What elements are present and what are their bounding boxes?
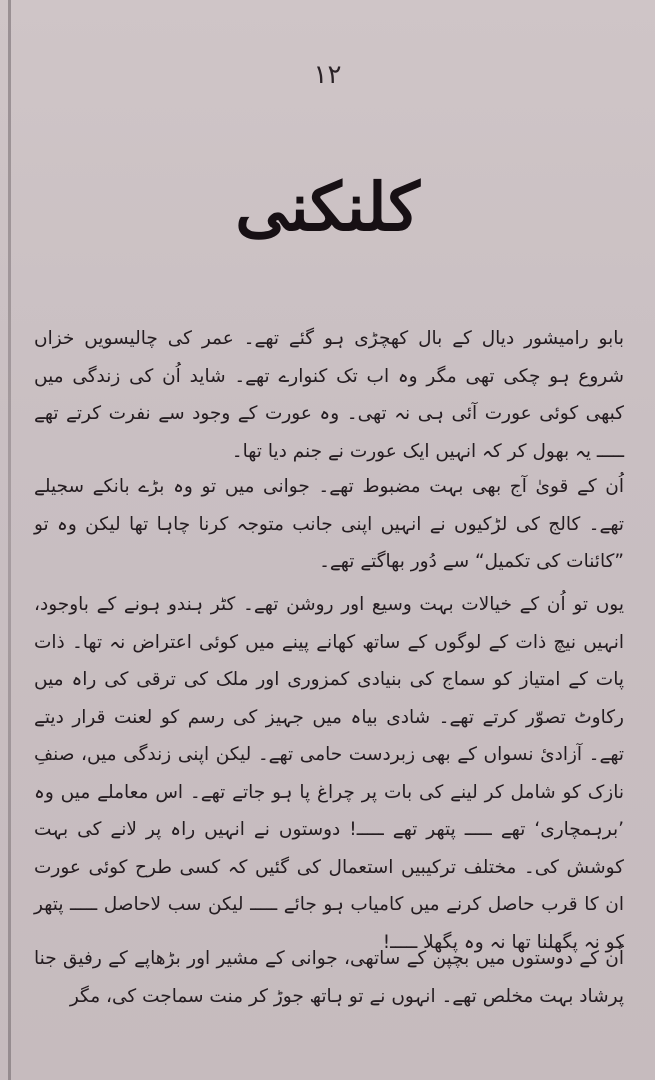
- paragraph-4: یوں تو اُن کے خیالات بہت وسیع اور روشن تھے۔ کٹر ہندو ہونے کے باوجود، انہیں نیچ ذات کے لوگوں کے ساتھ کھانے پینے میں کوئی اعتراض نہ تھا۔ ذات پات کے امتیاز کو سماج کی بنیادی کمزوری اور ملک کی ترقی کی راہ میں رکاوٹ تصوّر کرتے تھے۔ شادی بیاہ میں جہیز کی رسم کو لعنت قرار دیتے تھے۔ آزادیٔ نسواں کے بھی زبردست حامی تھے۔ لیکن اپنی زندگی میں، صنفِ نازک کو شامل کر لینے کی بات پر چراغ پا ہو جاتے تھے۔ اس معاملے میں وہ ’برہمچاری‘ تھے ـــــ پتھر تھے ـــــ! دوستوں نے انہیں راہ پر لانے کی بہت کوشش کی۔ مختلف ترکیبیں استعمال کی گئیں کہ کسی طرح کوئی عورت ان کا قرب حاصل کرنے میں کامیاب ہو جائے ـــــ لیکن سب لاحاصل ـــــ پتھر کو نہ پگھلنا تھا نہ وہ پگھلا ـــــ!: [34, 594, 624, 953]
- chapter-title: کلنکنی: [235, 168, 420, 246]
- paragraph-2: اُن کے قویٰ آج بھی بہت مضبوط تھے۔ جوانی میں تو وہ بڑے بانکے سجیلے تھے۔ کالج کی لڑکیوں نے انہیں اپنی جانب متوجہ کرنا چاہا تھا لیکن وہ تو ”کائنات کی تکمیل“ سے دُور بھاگتے تھے۔: [34, 476, 624, 572]
- paragraph-5: اُن کے دوستوں میں بچپن کے ساتھی، جوانی کے مشیر اور بڑھاپے کے رفیق جنا پرشاد بہت مخلص تھے۔ انہوں نے تو ہاتھ جوڑ کر منت سماجت کی، مگر: [34, 948, 624, 1007]
- paragraph-1: بابو رامیشور دیال کے بال کھچڑی ہو گئے تھے۔ عمر کی چالیسویں خزاں شروع ہو چکی تھی مگر وہ اب تک کنوارے تھے۔ شاید اُن کی زندگی میں کبھی کوئی عورت آئی ہی نہ تھی۔ وہ عورت کے وجود سے نفرت کرتے تھے ـــــ یہ بھول کر کہ انہیں ایک عورت نے جنم دیا تھا۔: [34, 328, 624, 462]
- page-edge-shadow: [8, 0, 11, 1080]
- page-number: ۱۲: [313, 60, 342, 90]
